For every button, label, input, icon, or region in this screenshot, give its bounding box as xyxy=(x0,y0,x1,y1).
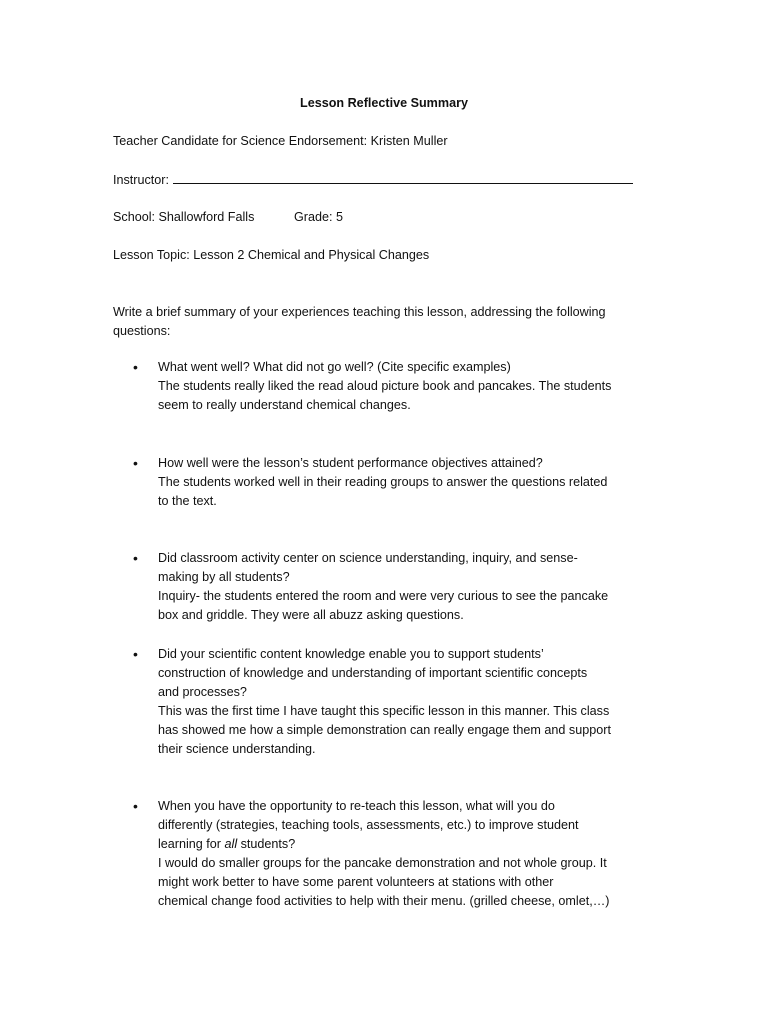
grade-label: Grade: 5 xyxy=(294,210,344,224)
instructor-label: Instructor: xyxy=(113,173,169,187)
item-1-answer-1: The students really liked the read aloud picture book and pancakes. The students xyxy=(158,379,612,393)
item-2-answer-1: The students worked well in their reading groups to answer the questions related xyxy=(158,475,608,489)
item-4-question-3: and processes? xyxy=(158,685,247,699)
item-4-question-1: Did your scientific content knowledge enable you to support students’ xyxy=(158,647,544,661)
list-item xyxy=(158,645,668,759)
list-item xyxy=(158,797,668,911)
item-5-q3-part-2: students? xyxy=(237,837,296,851)
item-5-answer-3: chemical change food activities to help with their menu. (grilled cheese, omlet,…) xyxy=(158,894,610,908)
item-5-question-3 xyxy=(158,835,668,854)
item-4-answer-3: their science understanding. xyxy=(158,742,316,756)
candidate-line: Teacher Candidate for Science Endorsement: Kristen Muller xyxy=(113,134,448,148)
topic-line: Lesson Topic: Lesson 2 Chemical and Physical Changes xyxy=(113,248,430,262)
school-label: School: Shallowford Falls xyxy=(113,210,255,224)
bullet-2: • xyxy=(133,455,138,471)
item-2-answer-2: to the text. xyxy=(158,494,217,508)
item-4-question-2: construction of knowledge and understanding of important scientific concepts xyxy=(158,666,588,680)
item-3-answer-2: box and griddle. They were all abuzz asking questions. xyxy=(158,608,464,622)
instructor-blank xyxy=(173,170,633,184)
item-5-answer-2: might work better to have some parent volunteers at stations with other xyxy=(158,875,554,889)
prompt-line-1: Write a brief summary of your experiences teaching this lesson, addressing the following xyxy=(113,305,606,319)
bullet-4: • xyxy=(133,646,138,662)
item-4-answer-2: has showed me how a simple demonstration can really engage them and support xyxy=(158,723,611,737)
item-5-question-2: differently (strategies, teaching tools, assessments, etc.) to improve student xyxy=(158,818,579,832)
bullet-5: • xyxy=(133,798,138,814)
item-3-answer-1: Inquiry- the students entered the room and were very curious to see the pancake xyxy=(158,589,609,603)
item-1-question: What went well? What did not go well? (Cite specific examples) xyxy=(158,360,511,374)
list-item xyxy=(158,549,668,625)
item-3-question-2: making by all students? xyxy=(158,570,290,584)
item-5-q3-part-1: learning for xyxy=(158,837,225,851)
prompt-line-2: questions: xyxy=(113,324,171,338)
document-title: Lesson Reflective Summary xyxy=(300,96,468,110)
school-grade-line xyxy=(113,208,513,227)
item-4-answer-1: This was the first time I have taught this specific lesson in this manner. This class xyxy=(158,704,610,718)
item-5-q3-emphasis: all xyxy=(224,837,238,851)
item-1-answer-2: seem to really understand chemical changes. xyxy=(158,398,411,412)
list-item xyxy=(158,454,668,511)
item-5-answer-1: I would do smaller groups for the pancake demonstration and not whole group. It xyxy=(158,856,607,870)
list-item xyxy=(158,358,668,415)
bullet-3: • xyxy=(133,550,138,566)
item-2-question: How well were the lesson’s student performance objectives attained? xyxy=(158,456,543,470)
item-3-question-1: Did classroom activity center on science understanding, inquiry, and sense- xyxy=(158,551,578,565)
item-5-question-1: When you have the opportunity to re-teach this lesson, what will you do xyxy=(158,799,555,813)
bullet-1: • xyxy=(133,359,138,375)
instructor-line xyxy=(113,170,633,190)
